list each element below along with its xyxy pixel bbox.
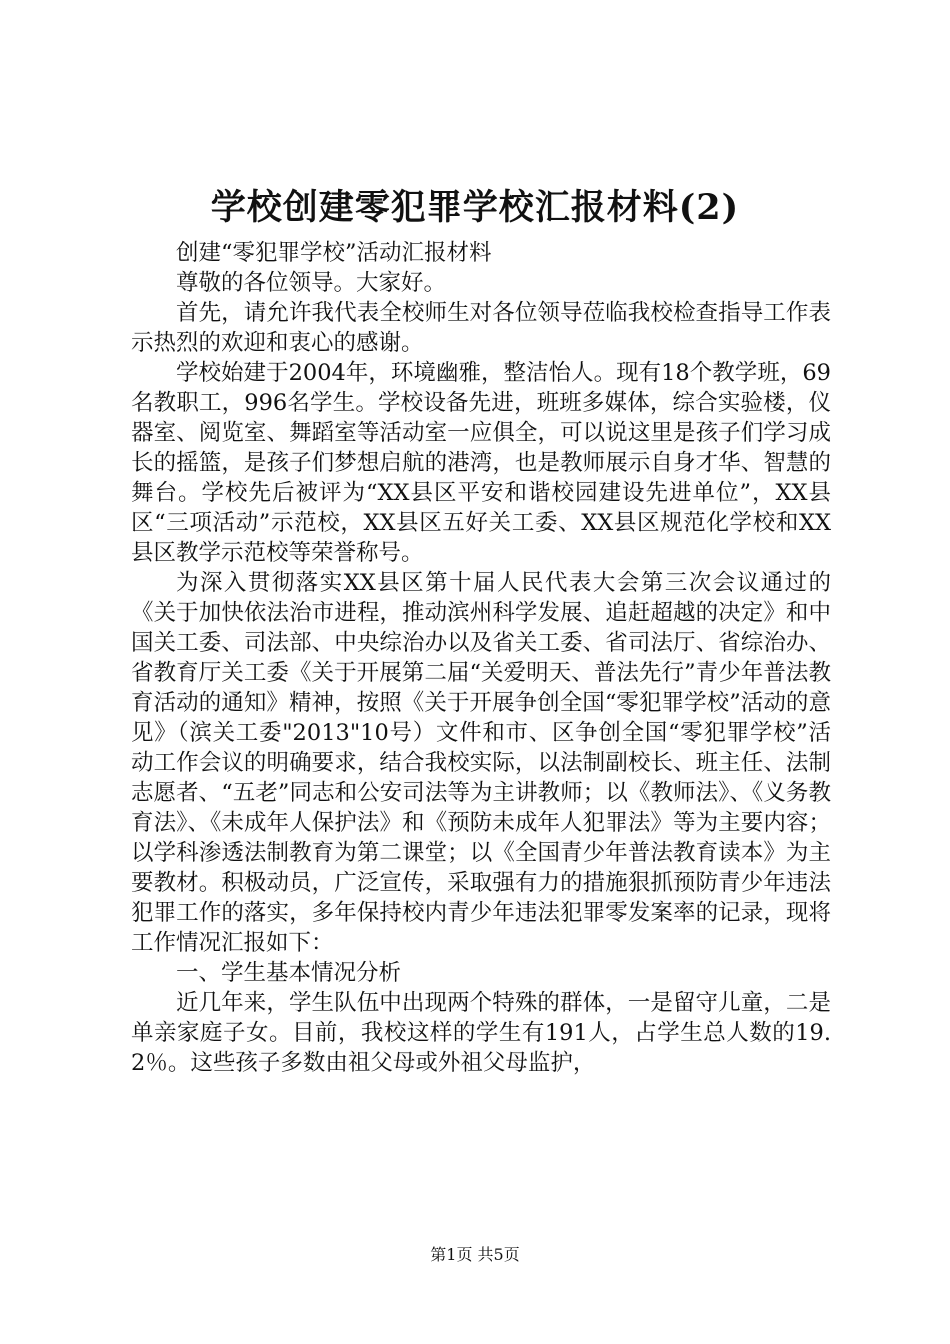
paragraph-policy: 为深入贯彻落实XX县区第十届人民代表大会第三次会议通过的《关于加快依法治市进程，推动滨州科学发展、追赶超越的决定》和中国关工委、司法部、中央综治办以及省关工委、省司法厅、省综治办、省教育厅关工委《关于开展第二届“关爱明天、普法先行”青少年普法教育活动的通知》精神，按照《关于开展争创全国“零犯罪学校”活动的意见》（滨关工委"2013"10号）文件和市、区争创全国“零犯罪学校”活动工作会议的明确要求，结合我校实际，以法制副校长、班主任、法制志愿者、“五老”同志和公安司法等为主讲教师；以《教师法》、《义务教育法》、《未成年人保护法》和《预防未成年人犯罪法》等为主要内容；以学科渗透法制教育为第二课堂；以《全国青少年普法教育读本》为主要教材。积极动员，广泛宣传，采取强有力的措施狠抓预防青少年违法犯罪工作的落实，多年保持校内青少年违法犯罪零发案率的记录，现将工作情况汇报如下： xyxy=(131,570,831,956)
paragraph-subtitle: 创建“零犯罪学校”活动汇报材料 xyxy=(176,240,492,266)
document-body xyxy=(131,238,831,1078)
paragraph-thanks: 首先，请允许我代表全校师生对各位领导莅临我校检查指导工作表示热烈的欢迎和衷心的感谢。 xyxy=(131,300,831,356)
document-title: 学校创建零犯罪学校汇报材料(2) xyxy=(210,187,740,228)
section-heading: 一、学生基本情况分析 xyxy=(176,960,402,986)
paragraph-greeting: 尊敬的各位领导。大家好。 xyxy=(176,270,447,296)
paragraph-student-analysis: 近几年来，学生队伍中出现两个特殊的群体，一是留守儿童，二是单亲家庭子女。目前，我校这样的学生有191人，占学生总人数的19.2％。这些孩子多数由祖父母或外祖父母监护， xyxy=(131,990,831,1076)
page-footer: 第1页 共5页 xyxy=(430,1245,520,1264)
paragraph-school-intro: 学校始建于2004年，环境幽雅，整洁怡人。现有18个教学班，69名教职工，996名学生。学校设备先进，班班多媒体，综合实验楼，仪器室、阅览室、舞蹈室等活动室一应俱全，可以说这里是孩子们学习成长的摇篮，是孩子们梦想启航的港湾，也是教师展示自身才华、智慧的舞台。学校先后被评为“XX县区平安和谐校园建设先进单位”，XX县区“三项活动”示范校，XX县区五好关工委、XX县区规范化学校和XX县区教学示范校等荣誉称号。 xyxy=(131,360,831,566)
